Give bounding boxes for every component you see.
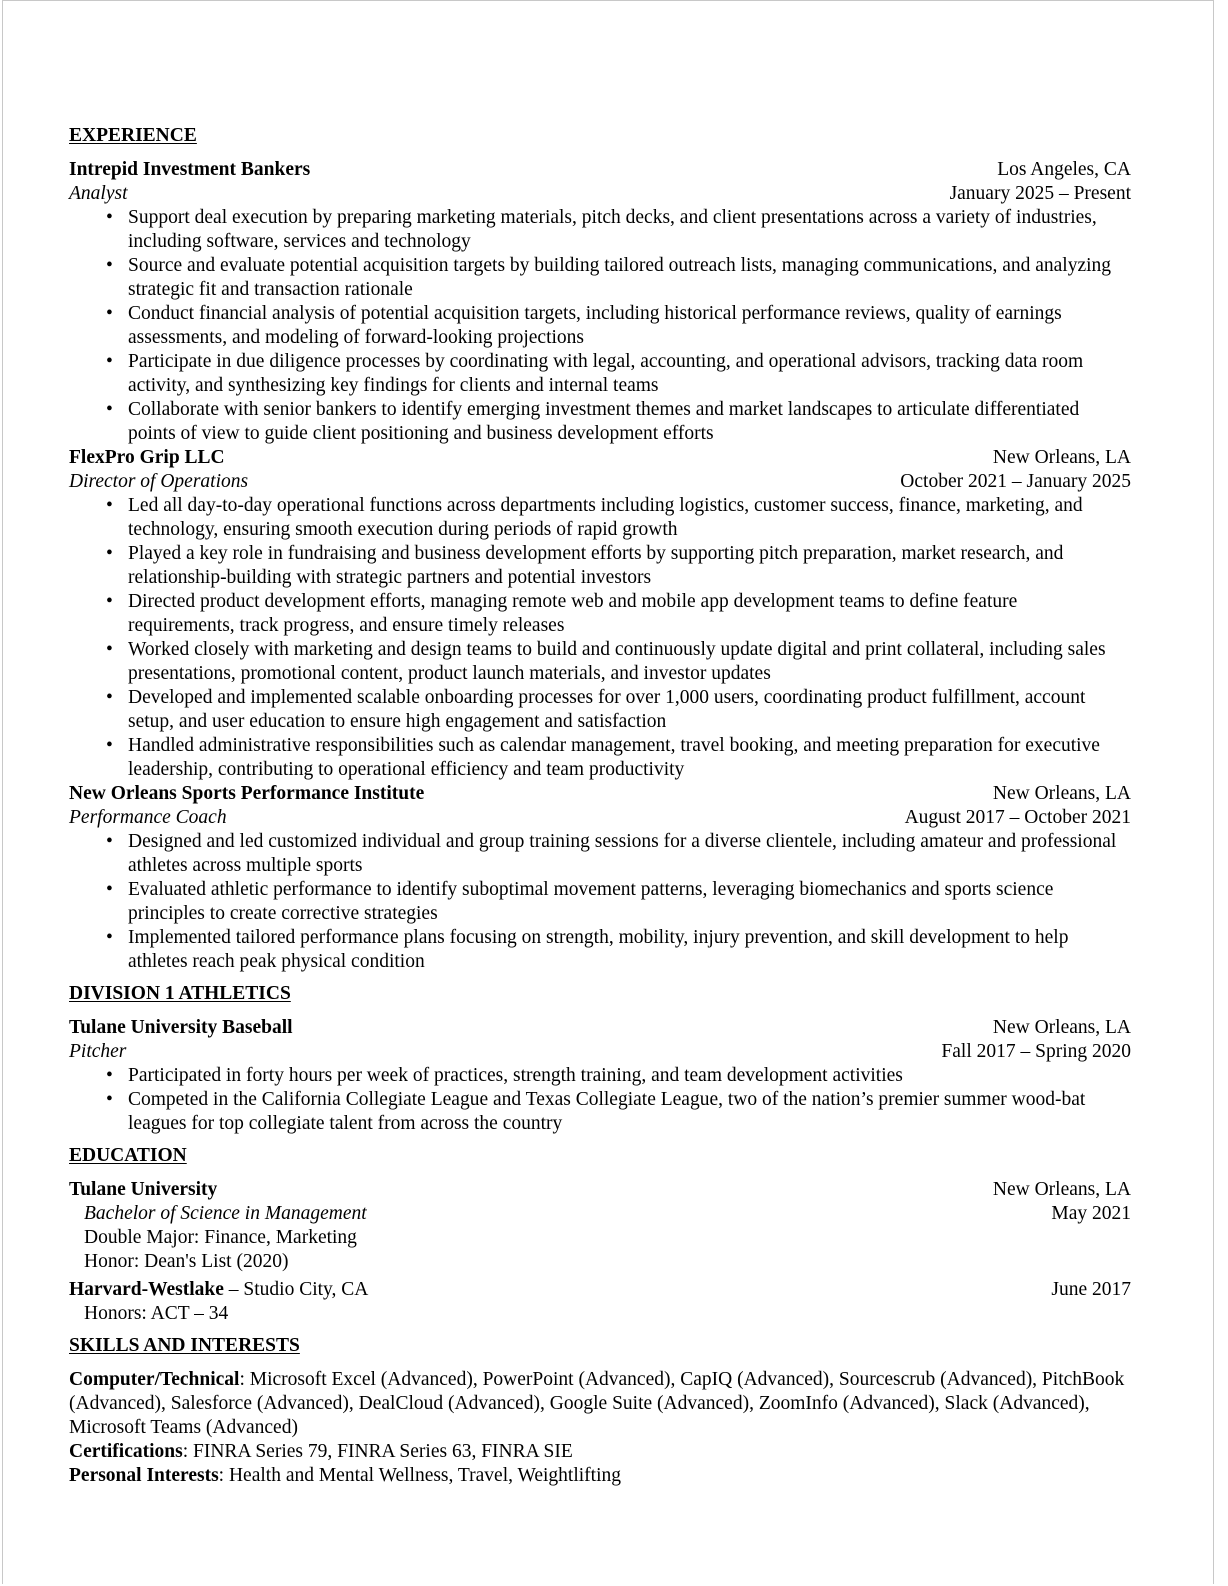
job-dates: October 2021 – January 2025 [900,471,1131,492]
bullet-item: • Conduct financial analysis of potential acquisition targets, including historical performance reviews, quality of earnings assessments, and modeling of forward-looking projections [128,302,1131,350]
job-title: Director of Operations [69,471,249,492]
section-title-skills: SKILLS AND INTERESTS [69,1335,300,1356]
resume-content [69,124,1131,1488]
bullet-item: • Led all day-to-day operational functions across departments including logistics, customer success, finance, marketing, and technology, ensuring smooth execution during periods of rapid growth [128,494,1131,542]
resume-page [2,0,1214,1584]
team-position: Pitcher [69,1041,127,1062]
bullet-item: • Support deal execution by preparing marketing materials, pitch decks, and client presentations across a variety of industries, including software, services and technology [128,206,1131,254]
skills-interests [69,1464,1131,1488]
bullet-item: • Competed in the California Collegiate League and Texas Collegiate League, two of the nation’s premier summer wood-bat leagues for top collegiate talent from across the country [128,1088,1131,1136]
honors: Honors: ACT – 34 [84,1303,229,1324]
company-name: Intrepid Investment Bankers [69,159,311,180]
skills-technical [69,1368,1131,1440]
skills-certifications-label: Certifications [69,1441,183,1462]
bullet-item: • Evaluated athletic performance to identify suboptimal movement patterns, leveraging biomechanics and sports science principles to create corrective strategies [128,878,1131,926]
bullet-item: • Collaborate with senior bankers to identify emerging investment themes and market landscapes to articulate differentiated points of view to guide client positioning and business development efforts [128,398,1131,446]
school-location: – Studio City, CA [223,1279,369,1300]
bullet-item: • Played a key role in fundraising and business development efforts by supporting pitch preparation, market research, and relationship-building with strategic partners and potential investors [128,542,1131,590]
graduation-date: May 2021 [1051,1203,1131,1224]
bullet-item: • Designed and led customized individual and group training sessions for a diverse clientele, including amateur and professional athletes across multiple sports [128,830,1131,878]
job-location: New Orleans, LA [992,783,1131,804]
major: Double Major: Finance, Marketing [84,1227,357,1248]
school-name: Tulane University [69,1179,218,1200]
athletics-bullets [69,1064,1131,1136]
job-title: Performance Coach [69,807,227,828]
job-title: Analyst [69,183,128,204]
company-name: New Orleans Sports Performance Institute [69,783,425,804]
bullet-item: • Participated in forty hours per week of practices, strength training, and team development activities [128,1064,1131,1088]
job-dates: August 2017 – October 2021 [904,807,1131,828]
skills-interests-label: Personal Interests [69,1465,219,1486]
school-location: New Orleans, LA [992,1179,1131,1200]
job-dates: January 2025 – Present [949,183,1131,204]
skills-interests-text: : Health and Mental Wellness, Travel, Weightlifting [218,1465,622,1486]
bullet-item: • Source and evaluate potential acquisition targets by building tailored outreach lists, managing communications, and analyzing strategic fit and transaction rationale [128,254,1131,302]
job-location: New Orleans, LA [992,447,1131,468]
education-entry-tulane [69,1178,1131,1274]
bullet-item: • Handled administrative responsibilities such as calendar management, travel booking, and meeting preparation for executive leadership, contributing to operational efficiency and team productivity [128,734,1131,782]
athletics-entry [69,1016,1131,1136]
job-bullets [69,494,1131,782]
job-location: Los Angeles, CA [997,159,1131,180]
skills-block [69,1368,1131,1488]
section-title-athletics: DIVISION 1 ATHLETICS [69,983,291,1004]
skills-certifications-text: : FINRA Series 79, FINRA Series 63, FINRA SIE [182,1441,573,1462]
job-entry [69,446,1131,782]
bullet-item: • Developed and implemented scalable onboarding processes for over 1,000 users, coordinating product fulfillment, account setup, and user education to ensure high engagement and satisfaction [128,686,1131,734]
team-location: New Orleans, LA [992,1017,1131,1038]
honor: Honor: Dean's List (2020) [84,1251,289,1272]
job-bullets [69,830,1131,974]
company-name: FlexPro Grip LLC [69,447,225,468]
bullet-item: • Worked closely with marketing and design teams to build and continuously update digital and print collateral, including sales presentations, promotional content, product launch materials, and investor updates [128,638,1131,686]
skills-technical-text: : Microsoft Excel (Advanced), PowerPoint (Advanced), CapIQ (Advanced), Sourcescrub (Advanced), PitchBook (Advanced), Salesforce (Advanced), DealCloud (Advanced), Google Suite (Advanced), ZoomInfo (Advanced), Slack (Advanced), Microsoft Teams (Advanced) [69,1369,1125,1438]
section-title-experience: EXPERIENCE [69,125,197,146]
team-name: Tulane University Baseball [69,1017,293,1038]
bullet-item: • Directed product development efforts, managing remote web and mobile app development teams to define feature requirements, track progress, and ensure timely releases [128,590,1131,638]
job-entry [69,782,1131,974]
section-title-education: EDUCATION [69,1145,187,1166]
skills-technical-label: Computer/Technical [69,1369,240,1390]
job-bullets [69,206,1131,446]
education-entry-harvard-westlake [69,1278,1131,1326]
job-entry [69,158,1131,446]
school-name: Harvard-Westlake [69,1279,224,1300]
team-dates: Fall 2017 – Spring 2020 [941,1041,1131,1062]
bullet-item: • Implemented tailored performance plans focusing on strength, mobility, injury prevention, and skill development to help athletes reach peak physical condition [128,926,1131,974]
graduation-date: June 2017 [1051,1279,1131,1300]
degree: Bachelor of Science in Management [84,1203,367,1224]
bullet-item: • Participate in due diligence processes by coordinating with legal, accounting, and operational advisors, tracking data room activity, and synthesizing key findings for clients and internal teams [128,350,1131,398]
skills-certifications [69,1440,1131,1464]
